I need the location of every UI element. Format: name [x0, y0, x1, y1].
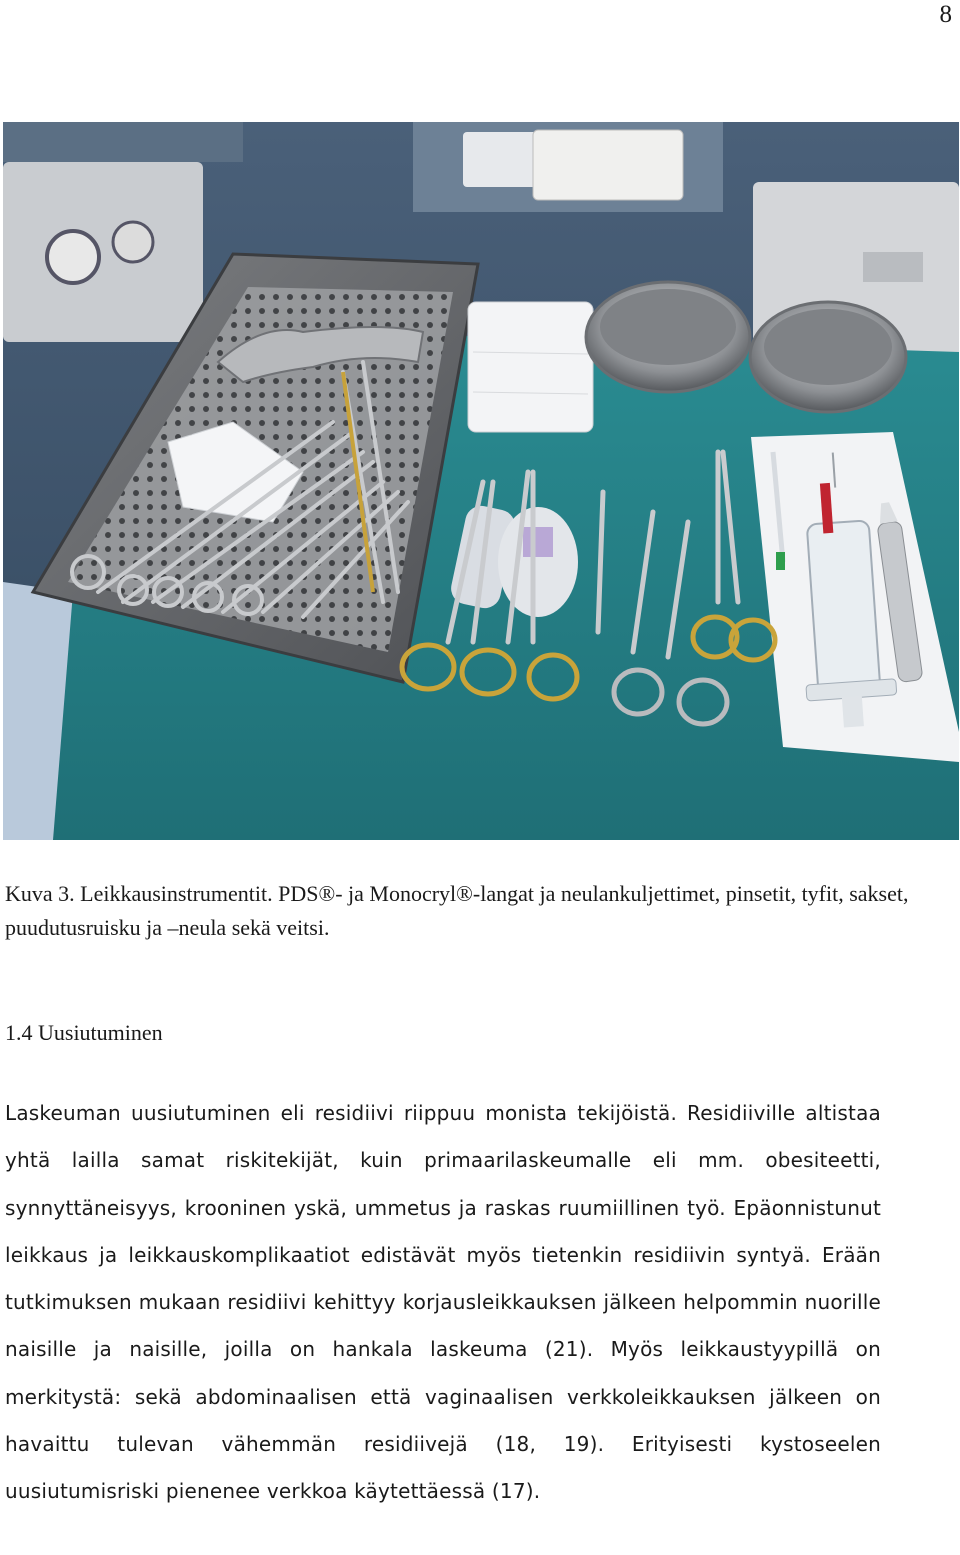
- page-number: 8: [939, 1, 952, 28]
- figure-caption: Kuva 3. Leikkausinstrumentit. PDS®- ja Monocryl®-langat ja neulankuljettimet, pinsetit, tyfit, sakset, puudutusruisku ja –neula sekä veitsi.: [5, 881, 909, 940]
- body-paragraph: Laskeuman uusiutuminen eli residiivi riippuu monista tekijöistä. Residiiville altistaa yhtä lailla samat riskitekijät, kuin primaarilaskeumalle eli mm. obesiteetti, synnyttäneisyys, krooninen yskä, ummetus ja raskas ruumiillinen työ. Epäonnistunut leikkaus ja leikkauskomplikaatiot edistävät myös tietenkin residiivin syntyä. Erään tutkimuksen mukaan residiivi kehittyy korjausleikkauksen jälkeen helpommin nuorille naisille ja naisille, joilla on hankala laskeuma (21). Myös leikkaustyypillä on merkitystä: sekä abdominaalisen että vaginaalisen verkkoleikkauksen jälkeen on havaittu tulevan vähemmän residiivejä (18, 19). Erityisesti kystoseelen uusiutumisriski pienenee verkkoa käytettäessä (17).: [5, 1101, 881, 1504]
- surgical-instruments-photo: [3, 122, 959, 840]
- section-heading: 1.4 Uusiutuminen: [5, 1020, 163, 1045]
